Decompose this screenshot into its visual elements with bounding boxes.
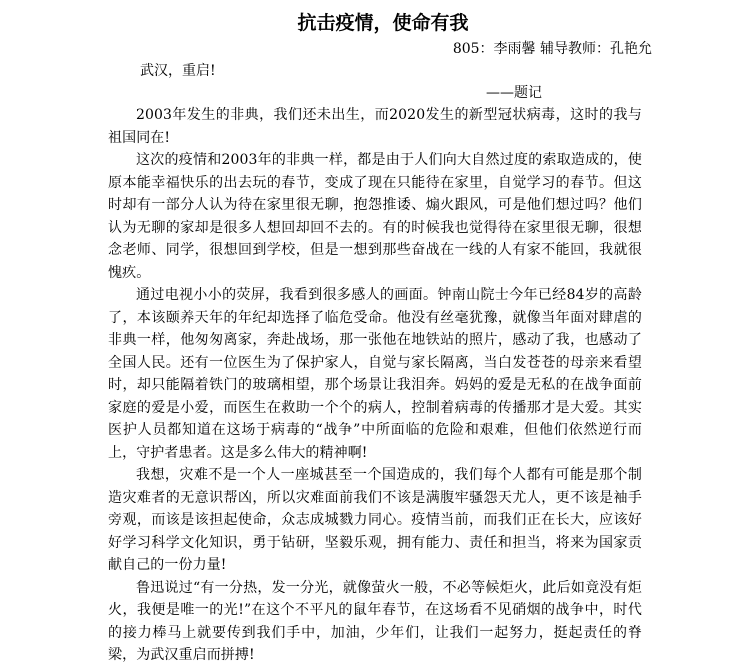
paragraph: 通过电视小小的荧屏，我看到很多感人的画面。钟南山院士今年已经84岁的高龄了，本该颐养天年的年纪却选择了临危受命。他没有丝毫犹豫，就像当年面对肆虐的非典一样，他匆匆离家，奔赴战场，那一张他在地铁站的照片，感动了我，也感动了全国人民。还有一位医生为了保护家人，自觉与家长隔离，当白发苍苍的母亲来看望时，却只能隔着铁门的玻璃相望，那个场景让我泪奔。妈妈的爱是无私的在战争面前家庭的爱是小爱，而医生在救助一个个的病人，控制着病毒的传播那才是大爱。其实医护人员都知道在这场于病毒的“战争”中所面临的危险和艰难，但他们依然逆行而上，守护者患者。这是多么伟大的精神啊! xyxy=(108,287,642,461)
essay-body xyxy=(108,104,642,667)
paragraph: 我想，灾难不是一个人一座城甚至一个国造成的，我们每个人都有可能是那个制造灾难者的无意识帮凶，所以灾难面前我们不该是满腹牢骚怨天尤人，更不该是袖手旁观，而该是该担起使命，众志成城戮力同心。疫情当前，而我们正在长大，应该好好学习科学文化知识，勇于钻研，坚毅乐观，拥有能力、责任和担当，将来为国家贡献自己的一份力量! xyxy=(108,467,642,573)
author-byline: 805：李雨馨 辅导教师：孔艳允 xyxy=(452,41,652,57)
paragraph: 这次的疫情和2003年的非典一样，都是由于人们向大自然过度的索取造成的，使原本能幸福快乐的出去玩的春节，变成了现在只能待在家里，自觉学习的春节。但这时却有一部分人认为待在家里很无聊，抱怨推诿、煽火跟风，可是他们想过吗？他们认为无聊的家却是很多人想回却回不去的。有的时候我也觉得待在家里很无聊，很想念老师、同学，很想回到学校，但是一想到那些奋战在一线的人有家不能回，我就很愧疚。 xyxy=(108,152,642,281)
opening-line: 武汉，重启! xyxy=(140,63,216,79)
essay-title: 抗击疫情，使命有我 xyxy=(297,12,469,34)
epigraph-label: ——题记 xyxy=(486,85,542,101)
paragraph: 2003年发生的非典，我们还未出生，而2020发生的新型冠状病毒，这时的我与祖国同在! xyxy=(108,107,642,146)
paragraph: 鲁迅说过“有一分热，发一分光，就像萤火一般，不必等候炬火，此后如竟没有炬火，我便是唯一的光!”在这个不平凡的鼠年春节，在这场看不见硝烟的战争中，时代的接力棒马上就要传到我们手中，加油，少年们，让我们一起努力，挺起责任的脊梁，为武汉重启而拼搏! xyxy=(108,579,642,663)
